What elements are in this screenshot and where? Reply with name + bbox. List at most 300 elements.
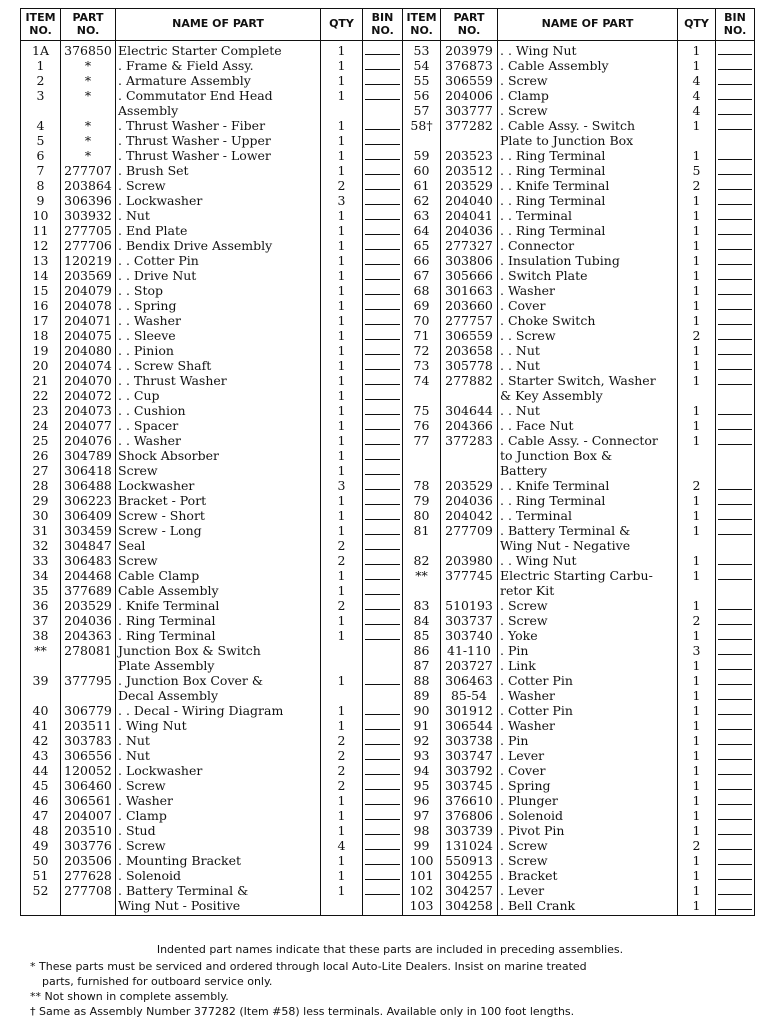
bin-number-blank — [718, 898, 752, 910]
bin-cell — [363, 343, 403, 358]
cell-name-of-part: . Cotter Pin — [498, 703, 678, 718]
bin-number-blank — [718, 58, 752, 70]
bin-cell — [363, 448, 403, 463]
cell-part-no: 204042 — [441, 508, 498, 523]
cell-name-of-part: Bracket - Port — [116, 493, 321, 508]
cell-qty: 1 — [321, 718, 363, 733]
cell-part-no: 278081 — [61, 643, 116, 658]
cell-item-no: 51 — [21, 868, 61, 883]
table-row — [21, 643, 755, 658]
cell-name-of-part: . . Cup — [116, 388, 321, 403]
cell-name-of-part: . Lever — [498, 883, 678, 898]
cell-part-no: 204074 — [61, 358, 116, 373]
cell-qty: 2 — [321, 733, 363, 748]
cell-qty — [678, 133, 716, 148]
table-row — [21, 658, 755, 673]
table-row — [21, 883, 755, 898]
cell-name-of-part: . Solenoid — [116, 868, 321, 883]
table-row — [21, 613, 755, 628]
cell-name-of-part: Wing Nut - Positive — [116, 898, 321, 916]
cell-qty — [321, 898, 363, 916]
cell-part-no: 304847 — [61, 538, 116, 553]
cell-name-of-part: . Washer — [498, 688, 678, 703]
table-row — [21, 538, 755, 553]
cell-name-of-part: . Screw — [498, 103, 678, 118]
header-part-no: PART NO. — [61, 9, 116, 41]
bin-cell — [716, 838, 755, 853]
cell-qty: 1 — [678, 253, 716, 268]
bin-cell — [363, 328, 403, 343]
bin-cell — [363, 538, 403, 553]
bin-cell — [716, 358, 755, 373]
cell-qty: 1 — [321, 208, 363, 223]
cell-qty: 1 — [678, 718, 716, 733]
footnotes — [20, 942, 760, 1019]
cell-qty: 1 — [678, 283, 716, 298]
bin-number-blank — [365, 628, 400, 640]
bin-number-blank — [365, 838, 400, 850]
cell-item-no: 31 — [21, 523, 61, 538]
bin-cell — [363, 88, 403, 103]
cell-qty: 1 — [321, 823, 363, 838]
table-row — [21, 388, 755, 403]
bin-number-blank — [365, 73, 400, 85]
table-row — [21, 238, 755, 253]
cell-qty: 1 — [321, 163, 363, 178]
cell-item-no: 72 — [403, 343, 441, 358]
cell-qty: 1 — [321, 793, 363, 808]
table-row — [21, 493, 755, 508]
cell-name-of-part: . Ring Terminal — [116, 628, 321, 643]
table-row — [21, 58, 755, 73]
cell-name-of-part: Shock Absorber — [116, 448, 321, 463]
cell-name-of-part: . Cover — [498, 763, 678, 778]
cell-qty: 1 — [321, 358, 363, 373]
bin-cell — [716, 553, 755, 568]
bin-number-blank — [718, 598, 752, 610]
bin-number-blank — [365, 238, 400, 250]
cell-name-of-part: . . Spacer — [116, 418, 321, 433]
cell-item-no: 59 — [403, 148, 441, 163]
bin-cell — [716, 898, 755, 916]
bin-cell — [363, 298, 403, 313]
table-row — [21, 358, 755, 373]
cell-part-no: 306418 — [61, 463, 116, 478]
cell-item-no: 84 — [403, 613, 441, 628]
bin-cell — [363, 133, 403, 148]
bin-number-blank — [718, 643, 752, 655]
cell-qty: 1 — [321, 298, 363, 313]
cell-item-no: 66 — [403, 253, 441, 268]
bin-number-blank — [718, 763, 752, 775]
cell-part-no: 203523 — [441, 148, 498, 163]
bin-cell — [363, 433, 403, 448]
cell-item-no: 39 — [21, 673, 61, 688]
bin-number-blank — [365, 373, 400, 385]
cell-part-no — [61, 103, 116, 118]
cell-qty: 1 — [678, 118, 716, 133]
cell-part-no: 376806 — [441, 808, 498, 823]
bin-cell — [716, 208, 755, 223]
cell-qty: 1 — [678, 208, 716, 223]
cell-qty: 1 — [678, 223, 716, 238]
cell-item-no: 83 — [403, 598, 441, 613]
header-item-no: ITEM NO. — [403, 9, 441, 41]
cell-item-no: 48 — [21, 823, 61, 838]
cell-item-no: 1A — [21, 41, 61, 59]
cell-name-of-part: . . Screw Shaft — [116, 358, 321, 373]
bin-number-blank — [718, 523, 752, 535]
bin-number-blank — [718, 238, 752, 250]
cell-item-no: 5 — [21, 133, 61, 148]
cell-name-of-part: . Screw — [116, 178, 321, 193]
cell-item-no: 1 — [21, 58, 61, 73]
cell-name-of-part: . . Ring Terminal — [498, 148, 678, 163]
cell-name-of-part: . Commutator End Head — [116, 88, 321, 103]
bin-cell — [716, 73, 755, 88]
cell-item-no: 75 — [403, 403, 441, 418]
bin-number-blank — [718, 298, 752, 310]
cell-part-no — [441, 538, 498, 553]
cell-item-no: 7 — [21, 163, 61, 178]
bin-cell — [363, 688, 403, 703]
cell-part-no: 204036 — [61, 613, 116, 628]
bin-cell — [363, 733, 403, 748]
cell-name-of-part: . Nut — [116, 748, 321, 763]
bin-number-blank — [718, 163, 752, 175]
cell-qty: 2 — [678, 613, 716, 628]
cell-qty — [678, 388, 716, 403]
cell-name-of-part: Seal — [116, 538, 321, 553]
bin-cell — [363, 178, 403, 193]
cell-qty: 1 — [321, 283, 363, 298]
cell-part-no: 277708 — [61, 883, 116, 898]
bin-cell — [363, 838, 403, 853]
cell-part-no: 203569 — [61, 268, 116, 283]
bin-cell — [363, 673, 403, 688]
table-row — [21, 268, 755, 283]
bin-cell — [716, 493, 755, 508]
bin-number-blank — [365, 253, 400, 265]
cell-part-no: 204071 — [61, 313, 116, 328]
header-qty: QTY — [678, 9, 716, 41]
cell-name-of-part: . Thrust Washer - Upper — [116, 133, 321, 148]
bin-cell — [716, 733, 755, 748]
cell-item-no: 69 — [403, 298, 441, 313]
cell-item-no: 38 — [21, 628, 61, 643]
cell-part-no: 376850 — [61, 41, 116, 59]
cell-part-no: 204041 — [441, 208, 498, 223]
bin-number-blank — [365, 538, 400, 550]
cell-item-no: 13 — [21, 253, 61, 268]
bin-cell — [363, 118, 403, 133]
cell-part-no: 41-110 — [441, 643, 498, 658]
cell-qty: 2 — [321, 553, 363, 568]
header-part-no: PART NO. — [441, 9, 498, 41]
cell-part-no: 277327 — [441, 238, 498, 253]
cell-name-of-part: . . Knife Terminal — [498, 478, 678, 493]
bin-cell — [363, 373, 403, 388]
cell-name-of-part: Screw - Short — [116, 508, 321, 523]
cell-name-of-part: . Screw — [498, 853, 678, 868]
cell-item-no: 23 — [21, 403, 61, 418]
cell-name-of-part: . Battery Terminal & — [116, 883, 321, 898]
bin-cell — [716, 298, 755, 313]
cell-qty: 1 — [321, 313, 363, 328]
cell-qty: 2 — [321, 778, 363, 793]
bin-cell — [363, 808, 403, 823]
cell-item-no: 21 — [21, 373, 61, 388]
cell-qty: 3 — [321, 193, 363, 208]
bin-cell — [716, 523, 755, 538]
cell-qty — [321, 688, 363, 703]
cell-name-of-part: . Cable Assembly — [498, 58, 678, 73]
cell-name-of-part: . . Ring Terminal — [498, 223, 678, 238]
cell-part-no: 306556 — [61, 748, 116, 763]
cell-part-no: 203529 — [441, 178, 498, 193]
table-row — [21, 808, 755, 823]
table-row — [21, 553, 755, 568]
cell-item-no: 42 — [21, 733, 61, 748]
cell-qty: 1 — [678, 568, 716, 583]
bin-number-blank — [365, 463, 400, 475]
cell-part-no: 306409 — [61, 508, 116, 523]
cell-qty: 1 — [321, 703, 363, 718]
bin-cell — [716, 823, 755, 838]
cell-part-no: 303806 — [441, 253, 498, 268]
bin-number-blank — [718, 118, 752, 130]
bin-cell — [363, 628, 403, 643]
cell-name-of-part: . . Knife Terminal — [498, 178, 678, 193]
cell-name-of-part: . . Ring Terminal — [498, 163, 678, 178]
bin-number-blank — [365, 358, 400, 370]
bin-cell — [716, 223, 755, 238]
cell-item-no — [21, 658, 61, 673]
cell-qty: 1 — [678, 688, 716, 703]
cell-name-of-part: . Nut — [116, 733, 321, 748]
cell-qty: 2 — [678, 478, 716, 493]
table-row — [21, 403, 755, 418]
cell-item-no: 97 — [403, 808, 441, 823]
bin-cell — [363, 148, 403, 163]
cell-qty: 4 — [678, 88, 716, 103]
bin-cell — [716, 508, 755, 523]
cell-item-no: 98 — [403, 823, 441, 838]
bin-cell — [716, 313, 755, 328]
note-star-cont: parts, furnished for outboard service only. — [42, 975, 273, 988]
cell-name-of-part: . Cable Assy. - Connector — [498, 433, 678, 448]
cell-name-of-part: . Yoke — [498, 628, 678, 643]
bin-cell — [716, 373, 755, 388]
bin-number-blank — [718, 328, 752, 340]
cell-part-no: 204040 — [441, 193, 498, 208]
cell-name-of-part: . Cotter Pin — [498, 673, 678, 688]
cell-item-no: 2 — [21, 73, 61, 88]
bin-cell — [716, 583, 755, 598]
table-row — [21, 298, 755, 313]
cell-part-no: * — [61, 58, 116, 73]
table-row — [21, 193, 755, 208]
cell-item-no: 88 — [403, 673, 441, 688]
bin-cell — [363, 223, 403, 238]
bin-number-blank — [365, 208, 400, 220]
bin-cell — [363, 718, 403, 733]
cell-qty: 2 — [321, 538, 363, 553]
bin-number-blank — [365, 223, 400, 235]
note-star: * These parts must be serviced and ordered through local Auto-Lite Dealers. Insist on marine treated — [30, 960, 587, 973]
table-row — [21, 568, 755, 583]
cell-qty: 1 — [678, 703, 716, 718]
cell-name-of-part: . Washer — [116, 793, 321, 808]
cell-part-no: 277882 — [441, 373, 498, 388]
cell-qty: 2 — [321, 598, 363, 613]
cell-qty: 1 — [321, 523, 363, 538]
bin-number-blank — [718, 403, 752, 415]
bin-cell — [363, 703, 403, 718]
cell-part-no — [441, 388, 498, 403]
bin-cell — [363, 478, 403, 493]
bin-cell — [363, 568, 403, 583]
bin-number-blank — [718, 868, 752, 880]
table-row — [21, 373, 755, 388]
table-row — [21, 778, 755, 793]
cell-qty: 1 — [678, 433, 716, 448]
bin-cell — [716, 418, 755, 433]
bin-cell — [716, 538, 755, 553]
cell-part-no: 550913 — [441, 853, 498, 868]
cell-part-no: 306460 — [61, 778, 116, 793]
bin-number-blank — [718, 673, 752, 685]
cell-part-no: 376610 — [441, 793, 498, 808]
bin-cell — [716, 448, 755, 463]
cell-name-of-part: . . Sleeve — [116, 328, 321, 343]
cell-item-no: ** — [403, 568, 441, 583]
cell-part-no — [441, 448, 498, 463]
bin-number-blank — [365, 673, 400, 685]
bin-cell — [716, 763, 755, 778]
cell-item-no: 89 — [403, 688, 441, 703]
bin-number-blank — [718, 373, 752, 385]
cell-name-of-part: . Spring — [498, 778, 678, 793]
cell-item-no: 34 — [21, 568, 61, 583]
cell-item-no: 73 — [403, 358, 441, 373]
bin-number-blank — [718, 193, 752, 205]
cell-name-of-part: . Pivot Pin — [498, 823, 678, 838]
cell-part-no: 377689 — [61, 583, 116, 598]
cell-part-no: 277706 — [61, 238, 116, 253]
cell-qty — [321, 643, 363, 658]
table-row — [21, 478, 755, 493]
bin-number-blank — [718, 808, 752, 820]
bin-number-blank — [718, 283, 752, 295]
cell-part-no: 306559 — [441, 328, 498, 343]
cell-item-no: 94 — [403, 763, 441, 778]
cell-qty: 1 — [678, 763, 716, 778]
bin-cell — [716, 433, 755, 448]
bin-cell — [363, 73, 403, 88]
cell-name-of-part: Electric Starting Carbu- — [498, 568, 678, 583]
bin-cell — [363, 253, 403, 268]
cell-name-of-part: . Lockwasher — [116, 193, 321, 208]
cell-part-no: 304257 — [441, 883, 498, 898]
cell-item-no — [403, 538, 441, 553]
cell-item-no: 32 — [21, 538, 61, 553]
bin-number-blank — [365, 328, 400, 340]
cell-name-of-part: Screw - Long — [116, 523, 321, 538]
cell-item-no — [403, 583, 441, 598]
bin-number-blank — [718, 508, 752, 520]
cell-qty: 1 — [678, 238, 716, 253]
cell-name-of-part: . . Terminal — [498, 508, 678, 523]
cell-item-no: 103 — [403, 898, 441, 916]
bin-cell — [716, 388, 755, 403]
bin-cell — [363, 418, 403, 433]
cell-name-of-part: retor Kit — [498, 583, 678, 598]
cell-part-no: 203511 — [61, 718, 116, 733]
cell-part-no — [61, 898, 116, 916]
cell-part-no: 303932 — [61, 208, 116, 223]
bin-cell — [363, 643, 403, 658]
bin-number-blank — [365, 178, 400, 190]
bin-number-blank — [365, 703, 400, 715]
cell-qty: 1 — [321, 463, 363, 478]
cell-part-no: 301912 — [441, 703, 498, 718]
cell-part-no: 306396 — [61, 193, 116, 208]
table-row — [21, 418, 755, 433]
cell-qty: 1 — [321, 343, 363, 358]
cell-item-no: 102 — [403, 883, 441, 898]
cell-name-of-part: . Stud — [116, 823, 321, 838]
cell-item-no: 53 — [403, 41, 441, 59]
cell-name-of-part: . . Stop — [116, 283, 321, 298]
cell-part-no: 203512 — [441, 163, 498, 178]
cell-item-no: 29 — [21, 493, 61, 508]
cell-part-no: 204036 — [441, 223, 498, 238]
bin-number-blank — [718, 268, 752, 280]
cell-part-no: 203980 — [441, 553, 498, 568]
table-row — [21, 673, 755, 688]
cell-qty: 1 — [321, 628, 363, 643]
bin-number-blank — [718, 313, 752, 325]
cell-part-no: 305666 — [441, 268, 498, 283]
cell-item-no: 50 — [21, 853, 61, 868]
bin-number-blank — [718, 778, 752, 790]
table-row — [21, 718, 755, 733]
cell-item-no: 43 — [21, 748, 61, 763]
table-row — [21, 583, 755, 598]
cell-name-of-part: . . Spring — [116, 298, 321, 313]
cell-item-no: 85 — [403, 628, 441, 643]
note-double-star: ** Not shown in complete assembly. — [30, 990, 229, 1003]
cell-part-no: 304258 — [441, 898, 498, 916]
bin-number-blank — [718, 343, 752, 355]
cell-name-of-part: . Junction Box Cover & — [116, 673, 321, 688]
bin-cell — [363, 208, 403, 223]
cell-qty: 1 — [321, 373, 363, 388]
cell-name-of-part: . Screw — [498, 598, 678, 613]
cell-name-of-part: . . Cotter Pin — [116, 253, 321, 268]
bin-cell — [363, 553, 403, 568]
cell-qty: 1 — [678, 868, 716, 883]
table-row — [21, 598, 755, 613]
cell-qty: 1 — [678, 628, 716, 643]
bin-number-blank — [365, 268, 400, 280]
bin-number-blank — [718, 223, 752, 235]
cell-name-of-part: Cable Clamp — [116, 568, 321, 583]
cell-qty: 5 — [678, 163, 716, 178]
note-indent: Indented part names indicate that these parts are included in preceding assemblies. — [156, 943, 624, 956]
cell-item-no: 16 — [21, 298, 61, 313]
